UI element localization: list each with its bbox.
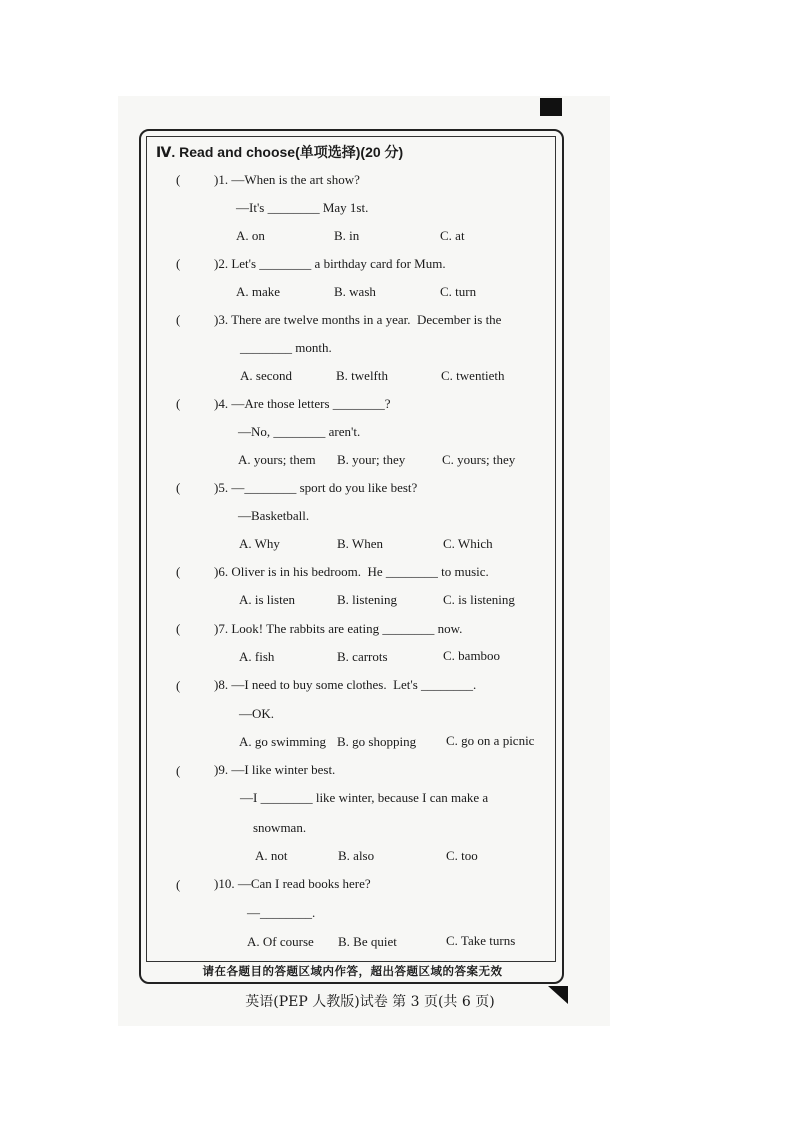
question-6-text: )6. Oliver is in his bedroom. He ________ to music. bbox=[214, 564, 489, 579]
answer-paren: ( bbox=[176, 172, 181, 187]
question-8-text: )8. —I need to buy some clothes. Let's ________. bbox=[214, 677, 477, 692]
question-2-option-c: C. turn bbox=[440, 284, 477, 299]
question-3-option-b: B. twelfth bbox=[336, 368, 388, 383]
question-1-text: )1. —When is the art show? bbox=[214, 172, 360, 187]
alignment-mark-top bbox=[540, 98, 562, 116]
question-9-text: )9. —I like winter best. bbox=[214, 762, 336, 777]
question-10-text: )10. —Can I read books here? bbox=[214, 876, 371, 891]
question-1-line-2: —It's ________ May 1st. bbox=[236, 200, 369, 215]
answer-area-notice: 请在各题目的答题区域内作答，超出答题区域的答案无效 bbox=[202, 964, 503, 978]
question-8-option-c: C. go on a picnic bbox=[446, 733, 535, 748]
question-6-option-a: A. is listen bbox=[239, 592, 295, 607]
question-3-text: )3. There are twelve months in a year. December is the bbox=[214, 312, 502, 327]
question-2-text: )2. Let's ________ a birthday card for Mum. bbox=[214, 256, 446, 271]
question-6-option-b: B. listening bbox=[337, 592, 397, 607]
answer-paren: ( bbox=[176, 621, 181, 636]
answer-paren: ( bbox=[176, 480, 181, 495]
question-1-option-c: C. at bbox=[440, 228, 465, 243]
answer-paren: ( bbox=[176, 312, 181, 327]
question-5-option-b: B. When bbox=[337, 536, 383, 551]
question-5-line-2: —Basketball. bbox=[238, 508, 310, 523]
question-7-text: )7. Look! The rabbits are eating ________ now. bbox=[214, 621, 463, 636]
question-10-option-b: B. Be quiet bbox=[338, 934, 397, 949]
answer-paren: ( bbox=[176, 564, 181, 579]
question-5-option-a: A. Why bbox=[239, 536, 280, 551]
question-8-line-2: —OK. bbox=[239, 706, 275, 721]
question-9-option-c: C. too bbox=[446, 848, 478, 863]
question-4-text: )4. —Are those letters ________? bbox=[214, 396, 391, 411]
question-9-option-a: A. not bbox=[255, 848, 288, 863]
page-footer: 英语(PEP 人教版)试卷 第 3 页(共 6 页) bbox=[245, 994, 495, 1010]
section-title: Ⅳ. Read and choose(单项选择)(20 分) bbox=[156, 144, 404, 160]
question-8-option-a: A. go swimming bbox=[239, 734, 327, 749]
question-3-line-2: ________ month. bbox=[240, 340, 332, 355]
question-4-line-2: —No, ________ aren't. bbox=[238, 424, 361, 439]
question-5-text: )5. —________ sport do you like best? bbox=[214, 480, 418, 495]
question-10-option-c: C. Take turns bbox=[446, 933, 516, 948]
question-7-option-c: C. bamboo bbox=[443, 648, 501, 663]
question-9-option-b: B. also bbox=[338, 848, 375, 863]
question-2-option-b: B. wash bbox=[334, 284, 376, 299]
answer-paren: ( bbox=[176, 396, 181, 411]
question-9-line-2: —I ________ like winter, because I can make a bbox=[240, 790, 489, 805]
question-3-option-a: A. second bbox=[240, 368, 292, 383]
question-10-line-2: —________. bbox=[247, 905, 316, 920]
answer-paren: ( bbox=[176, 763, 181, 778]
question-4-option-a: A. yours; them bbox=[238, 452, 316, 467]
alignment-mark-bottom bbox=[548, 986, 568, 1004]
question-4-option-b: B. your; they bbox=[337, 452, 406, 467]
question-1-option-b: B. in bbox=[334, 228, 360, 243]
question-8-option-b: B. go shopping bbox=[337, 734, 417, 749]
answer-paren: ( bbox=[176, 877, 181, 892]
question-1-option-a: A. on bbox=[236, 228, 265, 243]
question-10-option-a: A. Of course bbox=[247, 934, 314, 949]
answer-paren: ( bbox=[176, 678, 181, 693]
question-4-option-c: C. yours; they bbox=[442, 452, 516, 467]
question-6-option-c: C. is listening bbox=[443, 592, 515, 607]
answer-paren: ( bbox=[176, 256, 181, 271]
question-7-option-a: A. fish bbox=[239, 649, 275, 664]
question-9-line-3: snowman. bbox=[253, 820, 307, 835]
question-2-option-a: A. make bbox=[236, 284, 281, 299]
question-7-option-b: B. carrots bbox=[337, 649, 388, 664]
question-5-option-c: C. Which bbox=[443, 536, 493, 551]
question-3-option-c: C. twentieth bbox=[441, 368, 505, 383]
